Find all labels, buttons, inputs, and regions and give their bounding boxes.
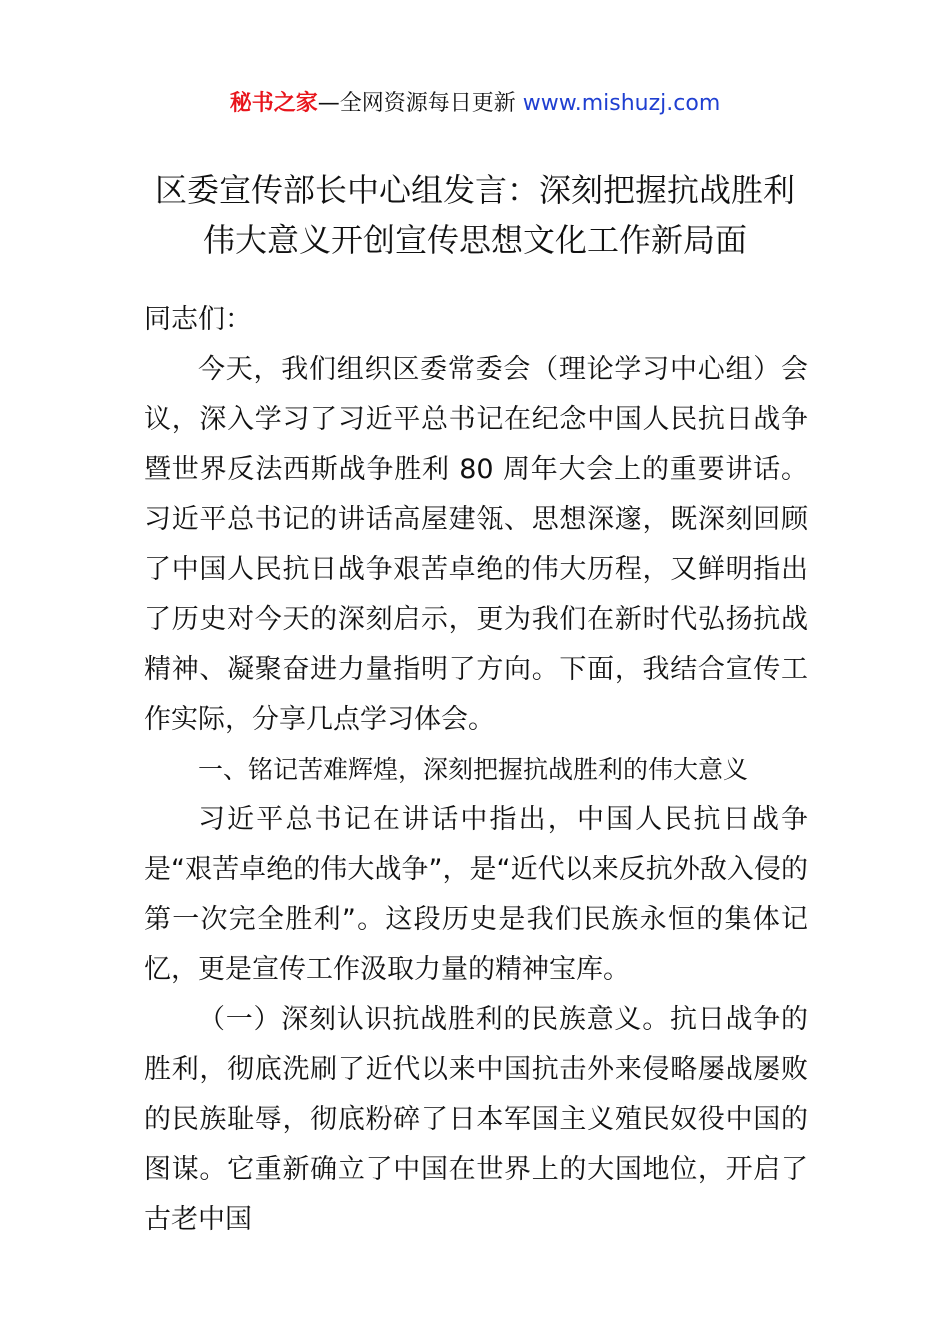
document-body xyxy=(144,295,808,1245)
header-tagline: 全网资源每日更新 xyxy=(339,91,516,116)
document-title xyxy=(100,165,850,265)
paragraph-section1-intro: 习近平总书记在讲话中指出，中国人民抗日战争是“艰苦卓绝的伟大战争”，是“近代以来反抗外敌入侵的第一次完全胜利”。这段历史是我们民族永恒的集体记忆，更是宣传工作汲取力量的精神宝库。 xyxy=(144,804,808,985)
section-heading-1: 一、铭记苦难辉煌，深刻把握抗战胜利的伟大意义 xyxy=(198,755,749,784)
salutation: 同志们： xyxy=(144,304,252,335)
brand-name: 秘书之家 xyxy=(229,91,318,116)
title-line-2: 伟大意义开创宣传思想文化工作新局面 xyxy=(202,221,747,260)
paragraph-intro: 今天，我们组织区委常委会（理论学习中心组）会议，深入学习了习近平总书记在纪念中国人民抗日战争暨世界反法西斯战争胜利 80 周年大会上的重要讲话。习近平总书记的讲话高屋建瓴、思想深邃，既深刻回顾了中国人民抗日战争艰苦卓绝的伟大历程，又鲜明指出了历史对今天的深刻启示，更为我们在新时代弘扬抗战精神、凝聚奋进力量指明了方向。下面，我结合宣传工作实际，分享几点学习体会。 xyxy=(144,354,808,735)
paragraph-subsection-1: （一）深刻认识抗战胜利的民族意义。抗日战争的胜利，彻底洗刷了近代以来中国抗击外来侵略屡战屡败的民族耻辱，彻底粉碎了日本军国主义殖民奴役中国的图谋。它重新确立了中国在世界上的大国地位，开启了古老中国 xyxy=(144,1004,808,1235)
site-url-link[interactable]: www.mishuzj.com xyxy=(522,91,721,116)
site-header xyxy=(0,88,950,120)
header-dash: — xyxy=(317,91,340,116)
title-line-1: 区委宣传部长中心组发言：深刻把握抗战胜利 xyxy=(154,171,795,210)
